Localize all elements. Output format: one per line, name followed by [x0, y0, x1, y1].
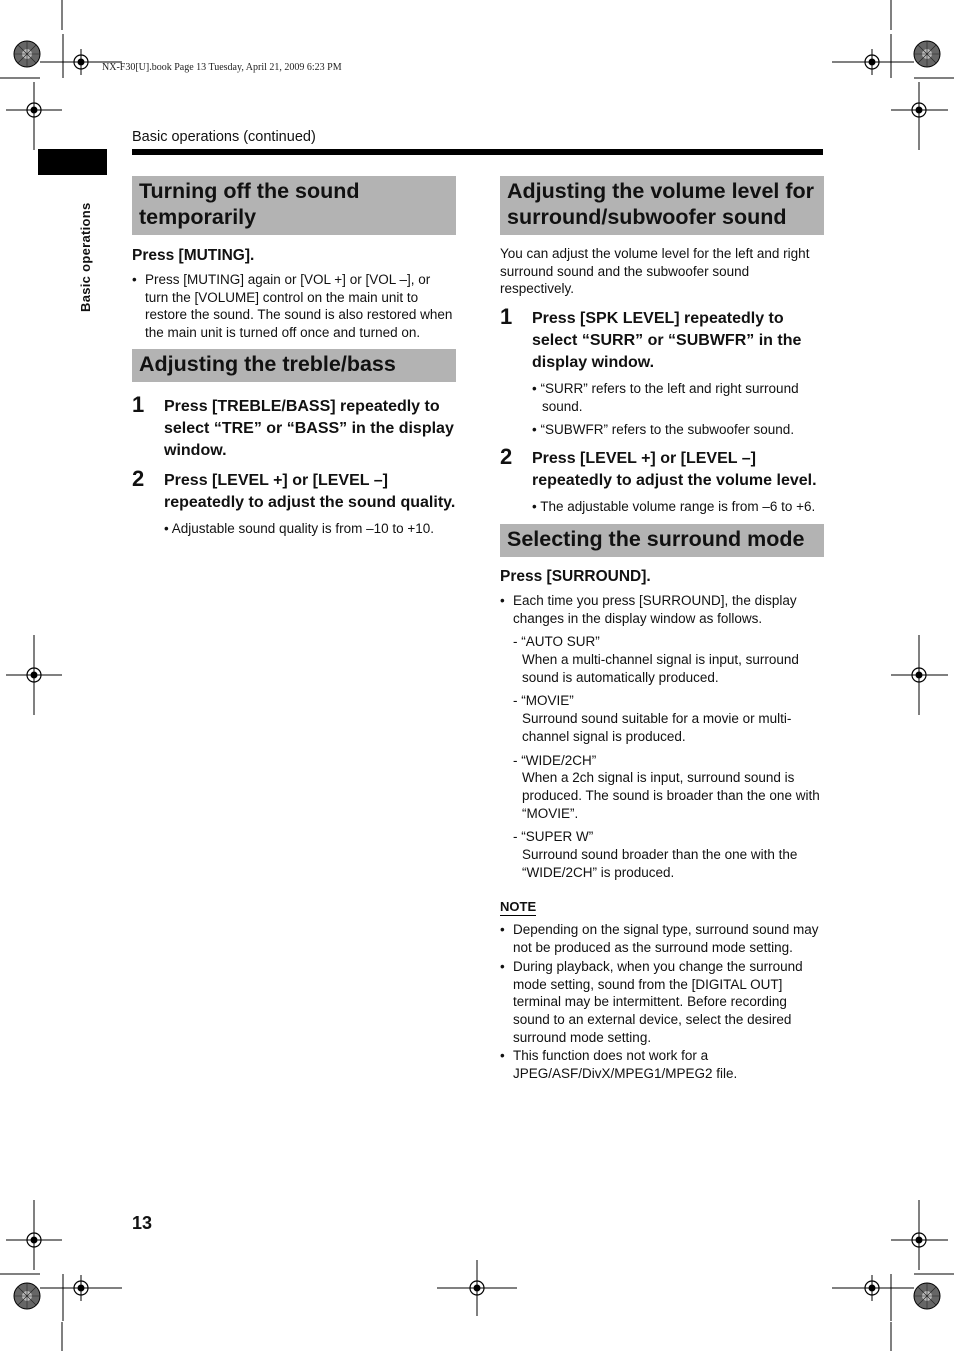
level-step-2 [500, 444, 824, 516]
step-text: Press [LEVEL +] or [LEVEL –] repeatedly to adjust the sound quality. [164, 471, 456, 511]
heading-treble-bass: Adjusting the treble/bass [132, 349, 456, 382]
right-column [500, 176, 824, 1084]
mode-wide-2ch [513, 752, 824, 823]
press-surround: Press [SURROUND]. [500, 567, 651, 585]
list-item: • Each time you press [SURROUND], the display changes in the display window as follows. [500, 592, 824, 627]
mode-name: - “MOVIE” [513, 693, 574, 709]
mode-name: - “AUTO SUR” [513, 634, 600, 650]
step-text: Press [LEVEL +] or [LEVEL –] repeatedly to adjust the volume level. [532, 450, 817, 490]
mode-auto-sur [513, 633, 824, 686]
press-muting: Press [MUTING]. [132, 247, 255, 264]
surround-mode-bullets [500, 592, 824, 627]
section-tab-block [38, 149, 107, 175]
mode-description: When a multi-channel signal is input, surround sound is automatically produced. [522, 652, 799, 685]
step-note: • Adjustable sound quality is from –10 to +10. [164, 520, 435, 536]
step-note: • “SUBWFR” refers to the subwoofer sound. [532, 421, 795, 437]
running-head: Basic operations (continued) [132, 129, 316, 145]
note-label: NOTE [500, 899, 537, 915]
step-note: • The adjustable volume range is from –6 to +6. [532, 499, 816, 515]
note-list [500, 921, 824, 1082]
mode-name: - “WIDE/2CH” [513, 752, 597, 768]
mode-description: Surround sound suitable for a movie or multi-channel signal is produced. [522, 711, 792, 744]
step-number: 1 [500, 304, 513, 330]
heading-surround-mode: Selecting the surround mode [500, 524, 824, 557]
muting-bullets [132, 271, 456, 342]
level-step-1 [500, 304, 824, 438]
mode-description: Surround sound broader than the one with the “WIDE/2CH” is produced. [522, 847, 798, 880]
step-text: Press [TREBLE/BASS] repeatedly to select “TRE” or “BASS” in the display window. [164, 397, 454, 459]
page-number: 13 [132, 1213, 153, 1233]
mode-movie [513, 692, 824, 745]
mode-description: When a 2ch signal is input, surround sound is produced. The sound is broader than the one with “MOVIE”. [522, 770, 820, 821]
step-note: • “SURR” refers to the left and right surround sound. [532, 381, 799, 414]
mode-name: - “SUPER W” [513, 829, 594, 845]
step-number: 2 [500, 444, 513, 470]
step-text: Press [SPK LEVEL] repeatedly to select “SURR” or “SUBWFR” in the display window. [532, 310, 802, 372]
treble-step-1 [132, 391, 456, 462]
step-number: 1 [132, 391, 145, 417]
list-item: • During playback, when you change the surround mode setting, sound from the [DIGITAL OUT] terminal may be intermittent. Before recording sound to an external device, select the desired surround mode setting. [500, 958, 824, 1047]
list-item: • Depending on the signal type, surround sound may not be produced as the surround mode setting. [500, 921, 824, 956]
left-column [132, 176, 456, 538]
list-item: • This function does not work for a JPEG/ASF/DivX/MPEG1/MPEG2 file. [500, 1047, 824, 1082]
step-number: 2 [132, 465, 145, 491]
surround-level-intro: You can adjust the volume level for the left and right surround sound and the subwoofer sound respectively. [500, 246, 810, 297]
print-info: NX-F30[U].book Page 13 Tuesday, April 21, 2009 6:23 PM [102, 62, 342, 73]
treble-step-2 [132, 465, 456, 538]
list-item: • Press [MUTING] again or [VOL +] or [VOL –], or turn the [VOLUME] control on the main unit to restore the sound. The sound is also restored when the main unit is turned off once and turned on. [132, 271, 456, 342]
heading-muting: Turning off the sound temporarily [132, 176, 456, 235]
mode-super-w [513, 828, 824, 881]
heading-surround-level: Adjusting the volume level for surround/subwoofer sound [500, 176, 824, 235]
side-section-label: Basic operations [78, 202, 93, 312]
header-rule [132, 149, 823, 155]
